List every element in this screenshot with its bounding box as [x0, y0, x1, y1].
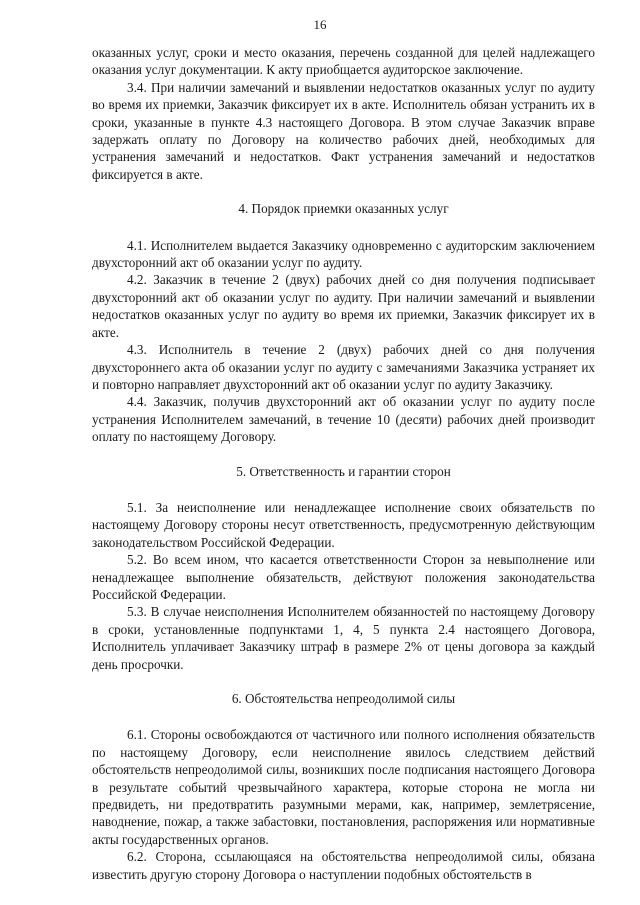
clause-4-1: 4.1. Исполнителем выдается Заказчику одновременно с аудиторским заключением двухсторонний акт об оказании услуг по аудиту.	[92, 237, 595, 271]
clause-5-2: 5.2. Во всем ином, что касается ответственности Сторон за невыполнение или ненадлежащее выполнение обязательств, действуют положения законодательства Российской Федерации.	[92, 552, 595, 602]
clause-6-1: 6.1. Стороны освобождаются от частичного или полного исполнения обязательств по настоящему Договору, если неисполнение явилось следствием действий обстоятельств непреодолимой силы, возникших после подписания настоящего Договора в результате событий чрезвычайного характера, которые сторона не могла ни предвидеть, ни предотвратить разумными мерами, как, например, землетрясение, наводнение, пожар, а также забастовки, постановления, распоряжения или нормативные акты государственных органов.	[92, 727, 595, 847]
paragraph-continuation: оказанных услуг, сроки и место оказания, перечень созданной для целей надлежащего оказания услуг документации. К акту приобщается аудиторское заключение.	[92, 45, 595, 78]
section-heading-4: 4. Порядок приемки оказанных услуг	[238, 201, 449, 217]
page-number: 16	[313, 17, 327, 32]
clause-6-2: 6.2. Сторона, ссылающаяся на обстоятельства непреодолимой силы, обязана известить другую сторону Договора о наступлении подобных обстоятельств в	[92, 849, 595, 882]
document-body	[92, 44, 595, 883]
clause-4-4: 4.4. Заказчик, получив двухсторонний акт об оказании услуг по аудиту после устранения Исполнителем замечаний, в течение 10 (десяти) рабочих дней производит оплату по настоящему Договору.	[92, 394, 595, 445]
clause-5-3: 5.3. В случае неисполнения Исполнителем обязанностей по настоящему Договору в сроки, установленные подпунктами 1, 4, 5 пункта 2.4 настоящего Договора, Исполнитель уплачивает Заказчику штраф в размере 2% от цены договора за каждый день просрочки.	[92, 604, 595, 672]
clause-5-1: 5.1. За неисполнение или ненадлежащее исполнение своих обязательств по настоящему Договору стороны несут ответственность, предусмотренную действующим законодательством Российской Федерации.	[92, 499, 595, 550]
clause-3-4: 3.4. При наличии замечаний и выявлении недостатков оказанных услуг по аудиту во время их приемки, Заказчик фиксирует их в акте. Исполнитель обязан устранить их в сроки, указанные в пункте 4.3 настоящего Договора. В этом случае Заказчик вправе задержать оплату по Договору на количество рабочих дней, необходимых для устранения замечаний и недостатков. Факт устранения замечаний и недостатков фиксируется в акте.	[92, 79, 595, 182]
clause-4-2: 4.2. Заказчик в течение 2 (двух) рабочих дней со дня получения подписывает двухсторонний акт об оказании услуг по аудиту. При наличии замечаний и выявлении недостатков оказанных услуг по аудиту во время их приемки, Заказчик фиксирует их в акте.	[92, 272, 595, 340]
clause-4-3: 4.3. Исполнитель в течение 2 (двух) рабочих дней со дня получения двухстороннего акта об оказании услуг по аудиту с замечаниями Заказчика устраняет их и повторно направляет двухсторонний акт об оказании услуг по аудиту Заказчику.	[92, 342, 595, 392]
section-heading-6: 6. Обстоятельства непреодолимой силы	[231, 691, 456, 706]
section-heading-5: 5. Ответственность и гарантии сторон	[236, 463, 451, 479]
